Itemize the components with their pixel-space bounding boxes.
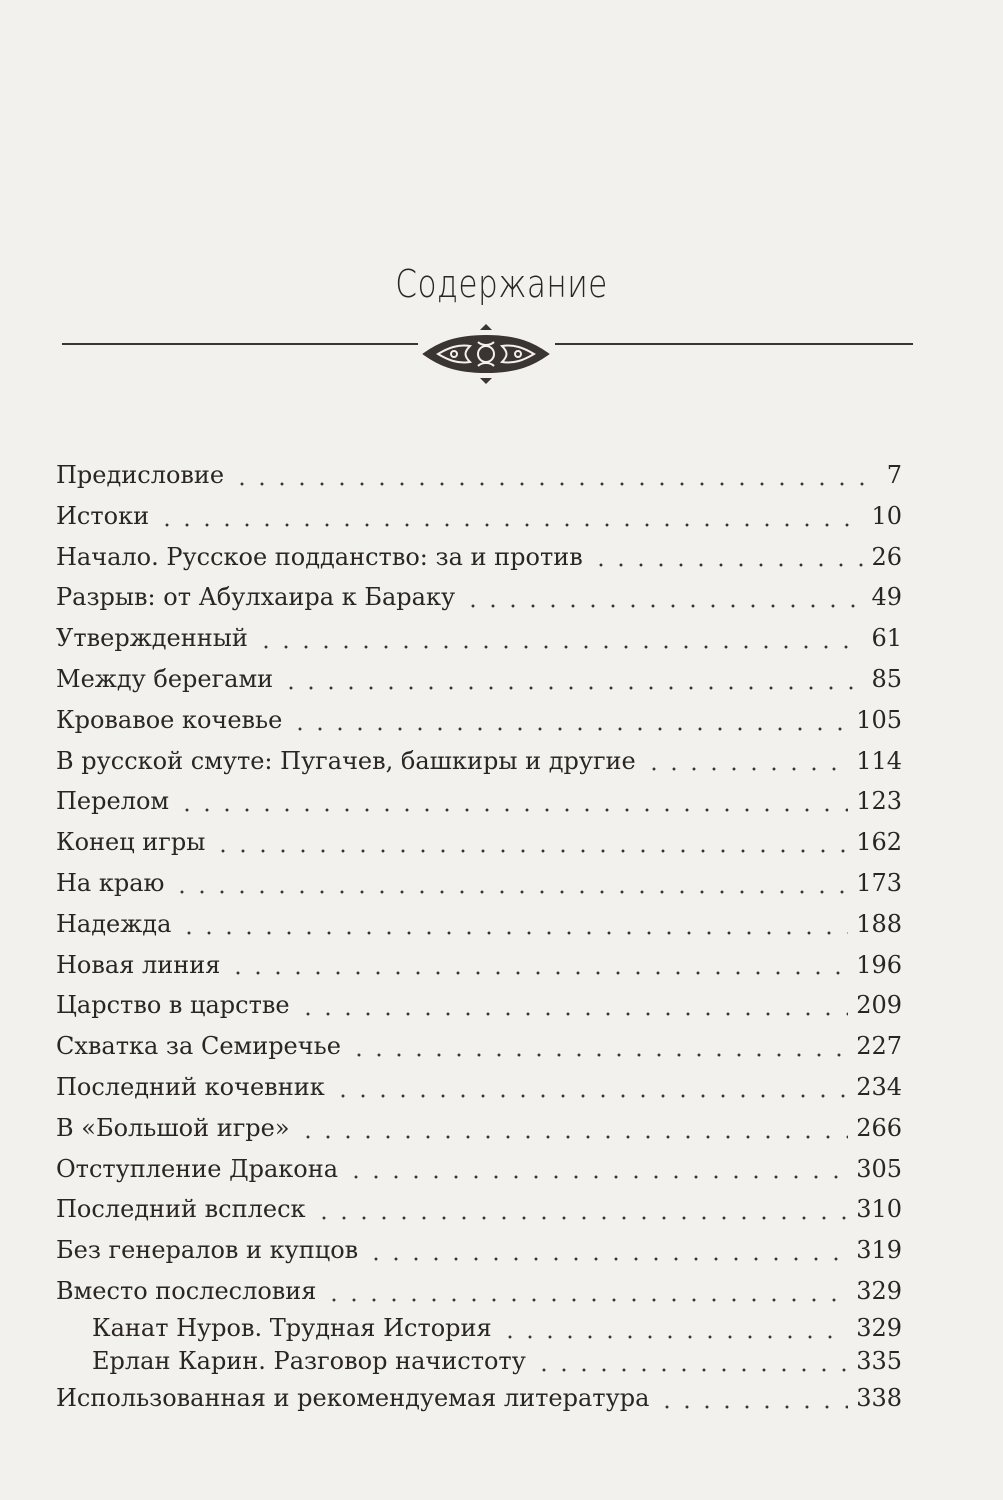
toc-entry-title: Царство в царстве xyxy=(56,991,290,1020)
dot-leader xyxy=(290,727,848,731)
toc-page-number: 49 xyxy=(865,577,902,618)
toc-page-number: 105 xyxy=(850,700,902,741)
toc-entry-title: В русской смуте: Пугачев, башкиры и другие xyxy=(56,746,636,775)
toc-page-number: 173 xyxy=(850,863,902,904)
dot-leader xyxy=(333,1094,848,1098)
divider-line-left xyxy=(62,343,418,345)
dot-leader xyxy=(172,890,848,894)
toc-entry-title: В «Большой игре» xyxy=(56,1113,290,1142)
dot-leader xyxy=(213,849,848,853)
toc-entry-title: Отступление Дракона xyxy=(56,1154,338,1183)
toc-subentry xyxy=(56,1312,902,1345)
toc-entry xyxy=(56,822,902,863)
toc-entry-title: Между берегами xyxy=(56,664,274,693)
dot-leader xyxy=(256,645,863,649)
dot-leader xyxy=(366,1257,848,1261)
toc-entry xyxy=(56,1271,902,1312)
dot-leader xyxy=(657,1405,848,1409)
toc-entry-title: Использованная и рекомендуемая литература xyxy=(56,1383,650,1412)
toc-entry xyxy=(56,1108,902,1149)
toc-page-number: 123 xyxy=(850,781,902,822)
toc-entry xyxy=(56,863,902,904)
dot-leader xyxy=(179,931,848,935)
toc-entry-title: Вместо послесловия xyxy=(56,1276,317,1305)
toc-page-number: 319 xyxy=(850,1230,902,1271)
dot-leader xyxy=(644,767,848,771)
toc-entry-title: Новая линия xyxy=(56,950,221,979)
toc-entry-title: Схватка за Семиречье xyxy=(56,1032,341,1061)
toc-page-number: 209 xyxy=(850,985,902,1026)
toc-page-number: 7 xyxy=(881,455,902,496)
toc-entry-title: Перелом xyxy=(56,787,170,816)
toc-entry-title: Кровавое кочевье xyxy=(56,705,283,734)
toc-page-number: 234 xyxy=(850,1067,902,1108)
toc-entry xyxy=(56,1230,902,1271)
toc-page-number: 114 xyxy=(850,741,902,782)
toc-page-number: 266 xyxy=(850,1108,902,1149)
toc-page-number: 188 xyxy=(850,904,902,945)
dot-leader xyxy=(349,1053,848,1057)
toc-entry xyxy=(56,659,902,700)
dot-leader xyxy=(500,1335,848,1339)
toc-page-number: 227 xyxy=(850,1026,902,1067)
dot-leader xyxy=(534,1368,848,1372)
toc-entry xyxy=(56,985,902,1026)
toc-page-number: 338 xyxy=(850,1378,902,1419)
toc-entry-title: Надежда xyxy=(56,909,172,938)
toc-entry xyxy=(56,945,902,986)
toc-entry xyxy=(56,455,902,496)
dot-leader xyxy=(177,808,848,812)
toc-entry-title: Без генералов и купцов xyxy=(56,1236,359,1265)
dot-leader xyxy=(228,971,848,975)
toc-page-number: 61 xyxy=(865,618,902,659)
toc-page-number: 196 xyxy=(850,945,902,986)
toc-page-number: 10 xyxy=(865,496,902,537)
toc-entry-title: Истоки xyxy=(56,501,150,530)
dot-leader xyxy=(324,1298,848,1302)
dot-leader xyxy=(463,604,863,608)
page-title: Содержание xyxy=(395,262,608,306)
toc-entry-title: Ерлан Карин. Разговор начистоту xyxy=(92,1346,526,1375)
toc-entry-title: Утвержденный xyxy=(56,624,248,653)
toc-entry-title: Последний кочевник xyxy=(56,1072,325,1101)
toc-entry-title: Последний всплеск xyxy=(56,1195,306,1224)
toc-entry xyxy=(56,1067,902,1108)
toc-page-number: 305 xyxy=(850,1149,902,1190)
toc-entry-title: Предисловие xyxy=(56,461,225,489)
toc-subentry xyxy=(56,1345,902,1378)
ornament-divider-icon xyxy=(418,322,554,384)
dot-leader xyxy=(281,686,863,690)
toc-page-number: 329 xyxy=(850,1271,902,1312)
toc-entry xyxy=(56,1189,902,1230)
dot-leader xyxy=(298,1012,848,1016)
dot-leader xyxy=(591,563,863,567)
dot-leader xyxy=(314,1216,848,1220)
dot-leader xyxy=(346,1175,848,1179)
toc-entry xyxy=(56,537,902,578)
toc-entry xyxy=(56,618,902,659)
toc-entry-title: Конец игры xyxy=(56,828,206,857)
dot-leader xyxy=(157,523,863,527)
toc-entry-title: На краю xyxy=(56,868,165,897)
dot-leader xyxy=(298,1135,848,1139)
toc-entry-title: Канат Нуров. Трудная История xyxy=(92,1313,492,1342)
toc-entry-title: Разрыв: от Абулхаира к Бараку xyxy=(56,583,456,612)
toc-entry-title: Начало. Русское подданство: за и против xyxy=(56,542,583,571)
toc-page-number: 85 xyxy=(865,659,902,700)
divider-line-right xyxy=(555,343,913,345)
toc-entry xyxy=(56,1149,902,1190)
toc-entry xyxy=(56,496,902,537)
toc-entry xyxy=(56,700,902,741)
toc-page-number: 162 xyxy=(850,822,902,863)
toc-entry xyxy=(56,577,902,618)
toc-entry xyxy=(56,904,902,945)
toc-page-number: 26 xyxy=(865,537,902,578)
toc-entry xyxy=(56,1378,902,1419)
toc-list xyxy=(56,455,902,1419)
toc-page-number: 335 xyxy=(850,1345,902,1378)
toc-entry xyxy=(56,741,902,782)
dot-leader xyxy=(232,482,879,486)
toc-page-number: 329 xyxy=(850,1312,902,1345)
toc-entry xyxy=(56,1026,902,1067)
toc-page-number: 310 xyxy=(850,1189,902,1230)
toc-entry xyxy=(56,781,902,822)
